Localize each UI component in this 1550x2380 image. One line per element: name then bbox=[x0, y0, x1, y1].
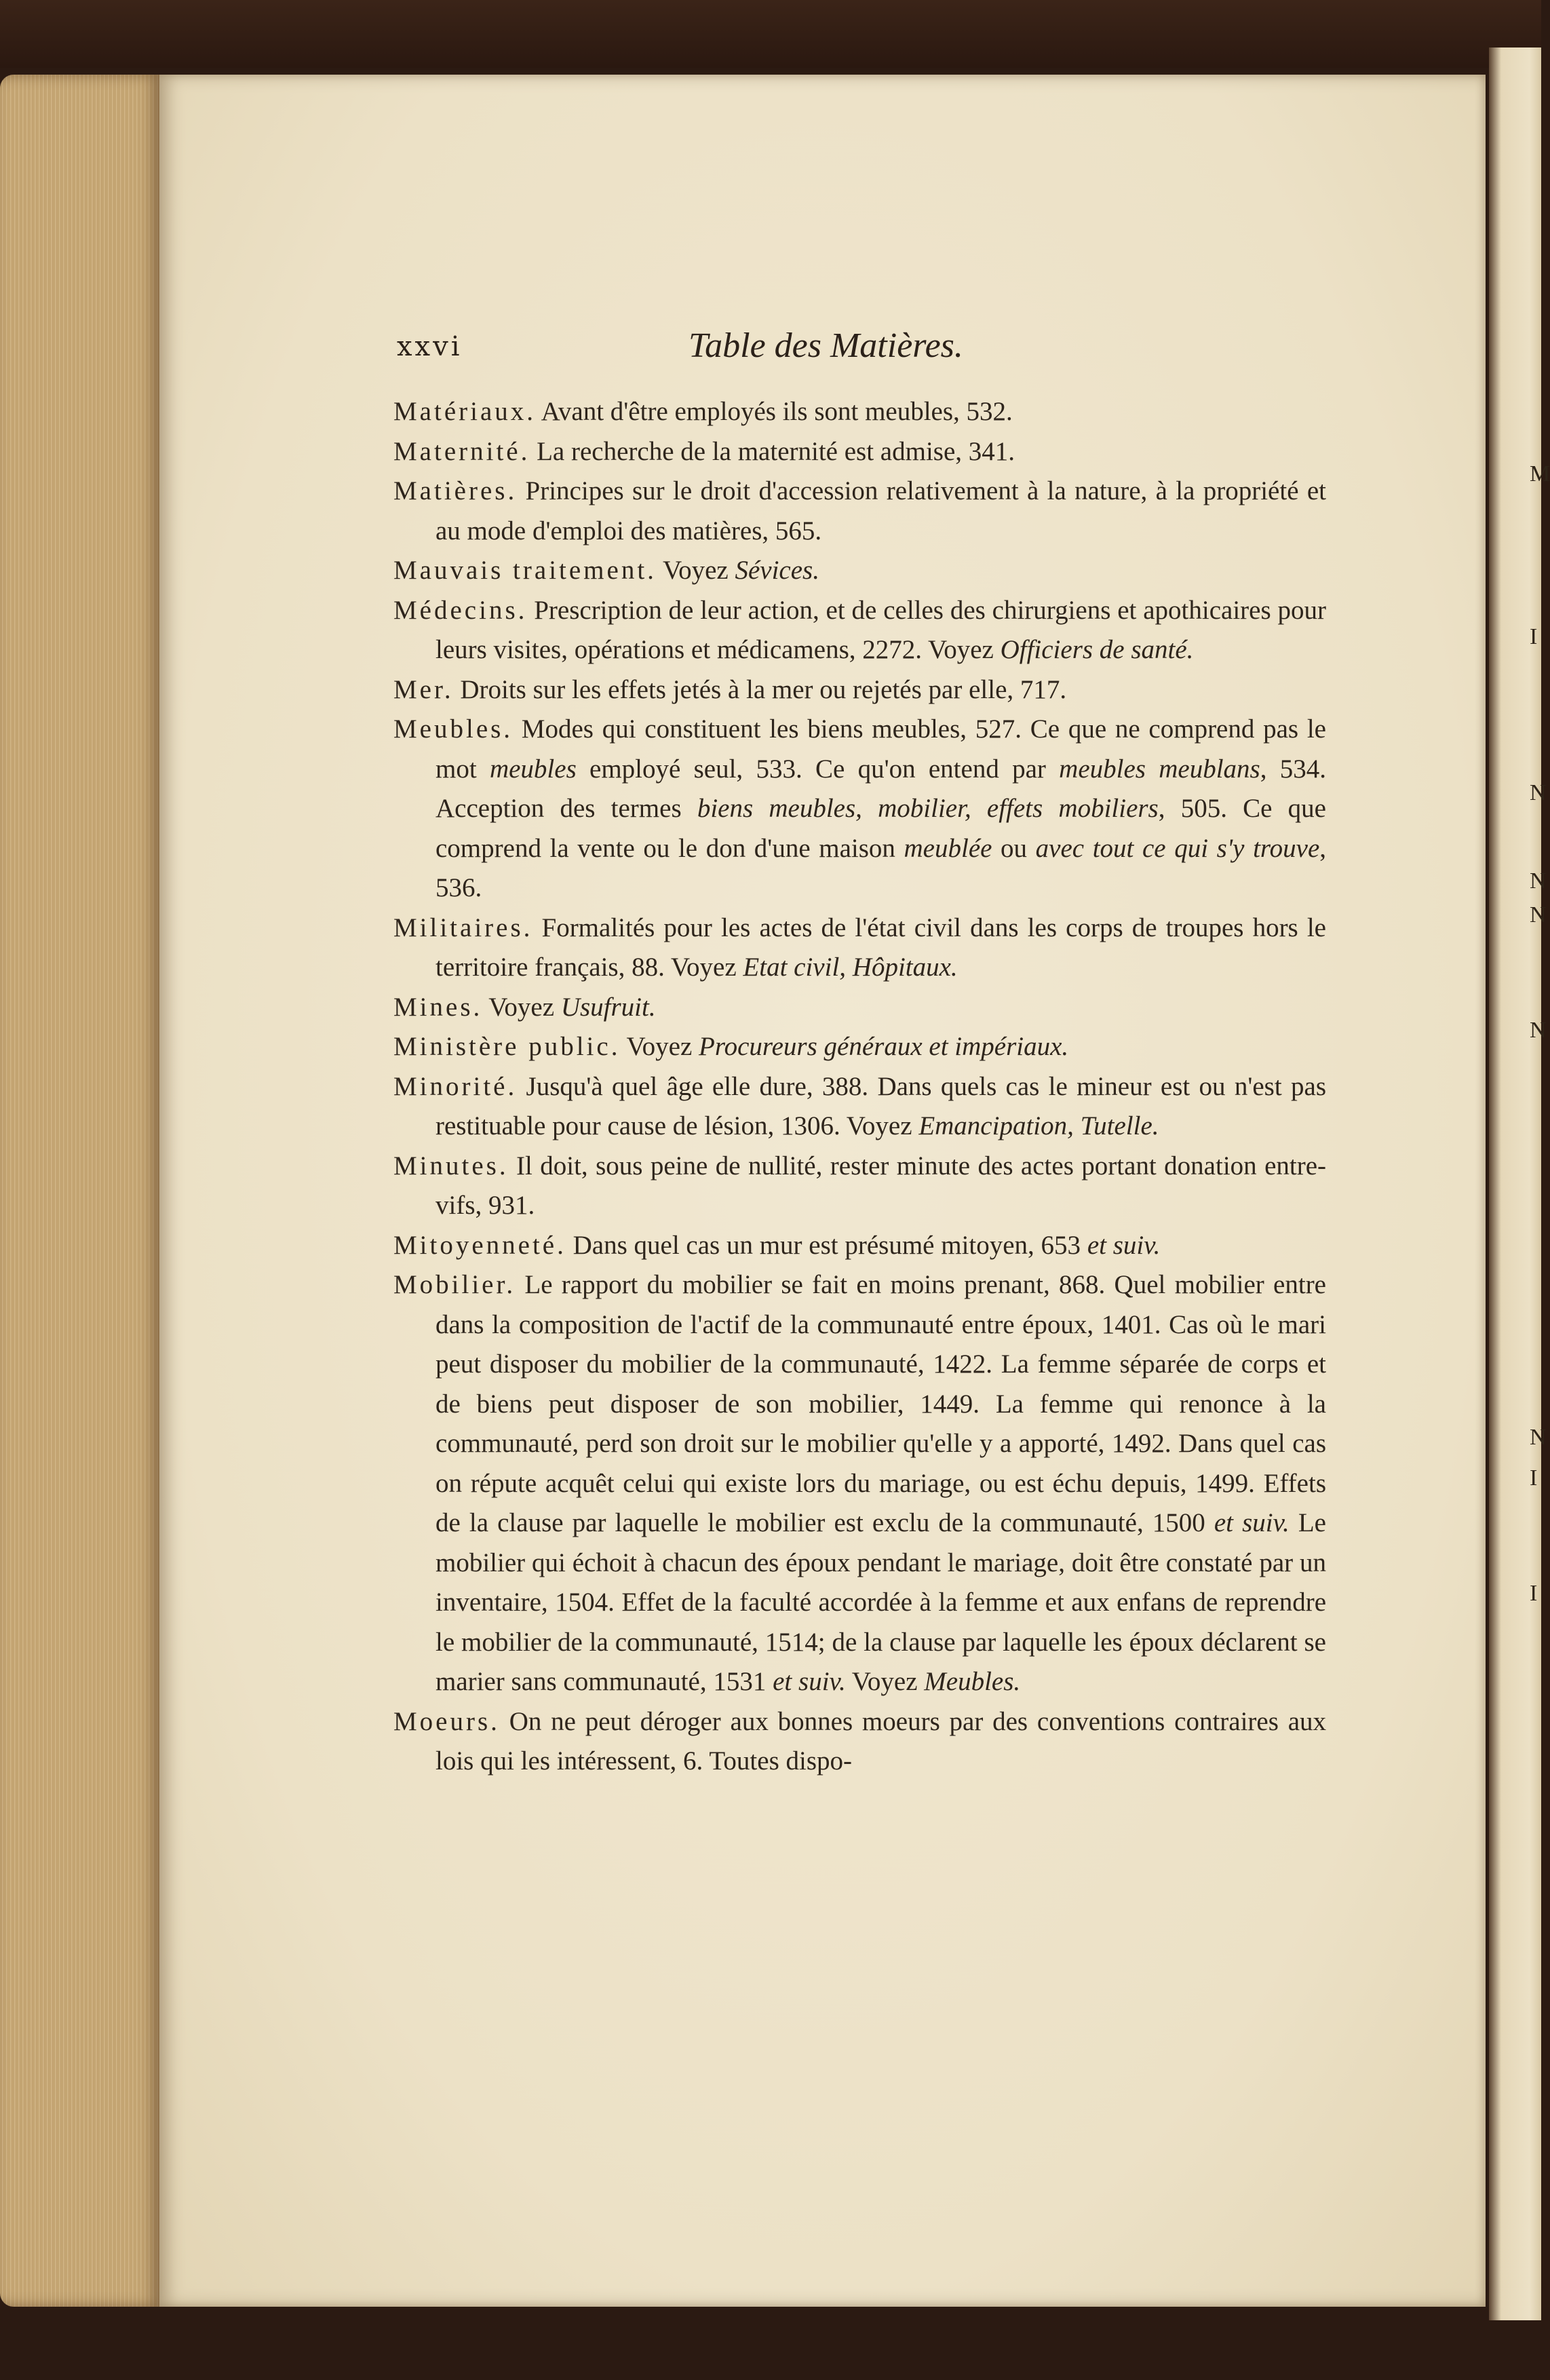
entry-text: Dans quel cas un mur est présumé mitoyen, 653 bbox=[566, 1230, 1087, 1260]
entry-headword: Matières. bbox=[393, 476, 518, 505]
facing-page-letter: M bbox=[1530, 461, 1550, 486]
entry-headword: Mer. bbox=[393, 674, 454, 704]
running-head bbox=[397, 326, 1346, 372]
entry-text: Il doit, sous peine de nullité, rester minute des actes portant donation entre-vifs, 931. bbox=[435, 1151, 1326, 1220]
entry-text: Principes sur le droit d'accession relativement à la nature, à la propriété et au mode d'emploi des matières, 565. bbox=[435, 476, 1326, 545]
entry-reference: meubles meublans bbox=[1059, 754, 1260, 784]
facing-page-letter: I bbox=[1530, 1581, 1538, 1606]
facing-page-letter: N bbox=[1530, 1425, 1547, 1450]
entry-text: Droits sur les effets jetés à la mer ou rejetés par elle, 717. bbox=[453, 674, 1067, 704]
index-entry bbox=[393, 392, 1326, 432]
facing-page-letter: I bbox=[1530, 1465, 1538, 1491]
index-entry bbox=[393, 432, 1326, 472]
facing-page-letter: N bbox=[1530, 780, 1547, 805]
index-entry bbox=[393, 1027, 1326, 1067]
entry-reference: meubles bbox=[489, 754, 577, 784]
entry-text: , 505. Ce que comprend la vente ou le don d'une maison bbox=[435, 794, 1326, 863]
entry-reference: et suiv. bbox=[773, 1667, 846, 1696]
entry-text: ou bbox=[992, 833, 1036, 863]
entry-text: , 536. bbox=[435, 833, 1327, 902]
entry-text: Jusqu'à quel âge elle dure, 388. Dans quels cas le mineur est ou n'est pas restituable pour cause de lésion, 1306. Voyez bbox=[435, 1071, 1326, 1140]
entry-headword: Mitoyenneté. bbox=[393, 1230, 566, 1260]
entry-headword: Mobilier. bbox=[393, 1270, 516, 1299]
entry-text: employé seul, 533. Ce qu'on entend par bbox=[576, 754, 1060, 784]
index-entry bbox=[393, 551, 1326, 591]
entry-headword: Matériaux. bbox=[393, 397, 537, 426]
entry-text: Voyez bbox=[656, 556, 735, 585]
facing-page-letter: N bbox=[1530, 1018, 1547, 1043]
entry-headword: Mauvais traitement. bbox=[393, 556, 657, 585]
facing-page-letter: N bbox=[1530, 902, 1547, 927]
entry-reference: avec tout ce qui s'y trouve bbox=[1035, 833, 1320, 863]
entry-reference: Etat civil, Hôpitaux. bbox=[743, 953, 958, 982]
entry-headword: Meubles. bbox=[393, 714, 514, 744]
entry-headword: Militaires. bbox=[393, 913, 533, 942]
entry-text: La recherche de la maternité est admise, 341. bbox=[530, 436, 1015, 466]
facing-page-letter: N bbox=[1530, 868, 1547, 894]
index-entry bbox=[393, 1265, 1326, 1702]
entry-text: Modes qui constituent les biens meubles, 527. Ce que ne comprend pas le mot bbox=[435, 714, 1326, 784]
entry-text: Le mobilier qui échoit à chacun des époux pendant le mariage, doit être constaté par un inventaire, 1504. Effet de la faculté accordée à la femme et aux enfans de reprendre le mobilier de la communauté, 1514; de la clause par laquelle les époux déclarent se marier sans communauté, 1531 bbox=[435, 1508, 1326, 1696]
entry-text: Voyez bbox=[482, 992, 561, 1022]
entry-reference: Emancipation, Tutelle. bbox=[918, 1111, 1159, 1140]
entry-reference: biens meubles, mobilier, effets mobiliers bbox=[697, 794, 1159, 823]
index-entry bbox=[393, 710, 1326, 908]
index-entry bbox=[393, 472, 1326, 551]
page-number: xxvi bbox=[397, 331, 463, 362]
entry-text: On ne peut déroger aux bonnes moeurs par des conventions contraires aux lois qui les intéressent, 6. Toutes dispo- bbox=[435, 1706, 1326, 1776]
index-entry bbox=[393, 670, 1326, 710]
entry-reference: Procureurs généraux et impériaux. bbox=[699, 1032, 1069, 1061]
entry-reference: et suiv. bbox=[1214, 1508, 1290, 1537]
entry-reference: Sévices. bbox=[735, 556, 819, 585]
entry-text: Voyez bbox=[620, 1032, 699, 1061]
index-entry bbox=[393, 988, 1326, 1028]
page-title: Table des Matières. bbox=[689, 326, 963, 365]
entry-text: Formalités pour les actes de l'état civil dans les corps de troupes hors le territoire français, 88. Voyez bbox=[435, 913, 1326, 982]
entry-headword: Ministère public. bbox=[393, 1032, 621, 1061]
index-entries bbox=[393, 392, 1326, 1782]
entry-text: Le rapport du mobilier se fait en moins prenant, 868. Quel mobilier entre dans la composition de l'actif de la communauté entre époux, 1401. Cas où le mari peut disposer du mobilier de la communauté, 1422. La femme séparée de corps et de biens peut disposer de son mobilier, 1449. La femme qui renonce à la communauté, perd son droit sur le mobilier qu'elle y a apporté, 1492. Dans quel cas on répute acquêt celui qui existe lors du mariage, ou est échu depuis, 1499. Effets de la clause par laquelle le mobilier est exclu de la communauté, 1500 bbox=[435, 1270, 1326, 1537]
index-entry bbox=[393, 1226, 1326, 1266]
entry-headword: Moeurs. bbox=[393, 1706, 500, 1736]
facing-page-strip bbox=[1489, 47, 1550, 2320]
facing-page-letter: I bbox=[1530, 624, 1538, 649]
entry-headword: Mines. bbox=[393, 992, 483, 1022]
entry-reference: meublée bbox=[904, 833, 992, 863]
entry-reference: Officiers de santé. bbox=[1000, 635, 1194, 664]
index-entry bbox=[393, 908, 1326, 988]
entry-text: , 534. Acception des termes bbox=[435, 754, 1327, 823]
entry-text: Voyez bbox=[845, 1667, 925, 1696]
index-entry bbox=[393, 1702, 1326, 1782]
index-entry bbox=[393, 591, 1326, 670]
book-cover-edge bbox=[0, 0, 1541, 68]
index-entry bbox=[393, 1067, 1326, 1147]
entry-text: Prescription de leur action, et de celles des chirurgiens et apothicaires pour leurs visites, opérations et médicamens, 2272. Voyez bbox=[435, 595, 1326, 664]
entry-headword: Minutes. bbox=[393, 1151, 509, 1181]
entry-headword: Minorité. bbox=[393, 1071, 518, 1101]
entry-headword: Maternité. bbox=[393, 436, 530, 466]
stacked-page-edges bbox=[0, 75, 159, 2307]
entry-text: Avant d'être employés ils sont meubles, 532. bbox=[536, 397, 1013, 426]
entry-reference: Usufruit. bbox=[560, 992, 656, 1022]
index-entry bbox=[393, 1147, 1326, 1226]
entry-reference: et suiv. bbox=[1087, 1230, 1161, 1260]
entry-headword: Médecins. bbox=[393, 595, 528, 625]
entry-reference: Meubles. bbox=[924, 1667, 1021, 1696]
